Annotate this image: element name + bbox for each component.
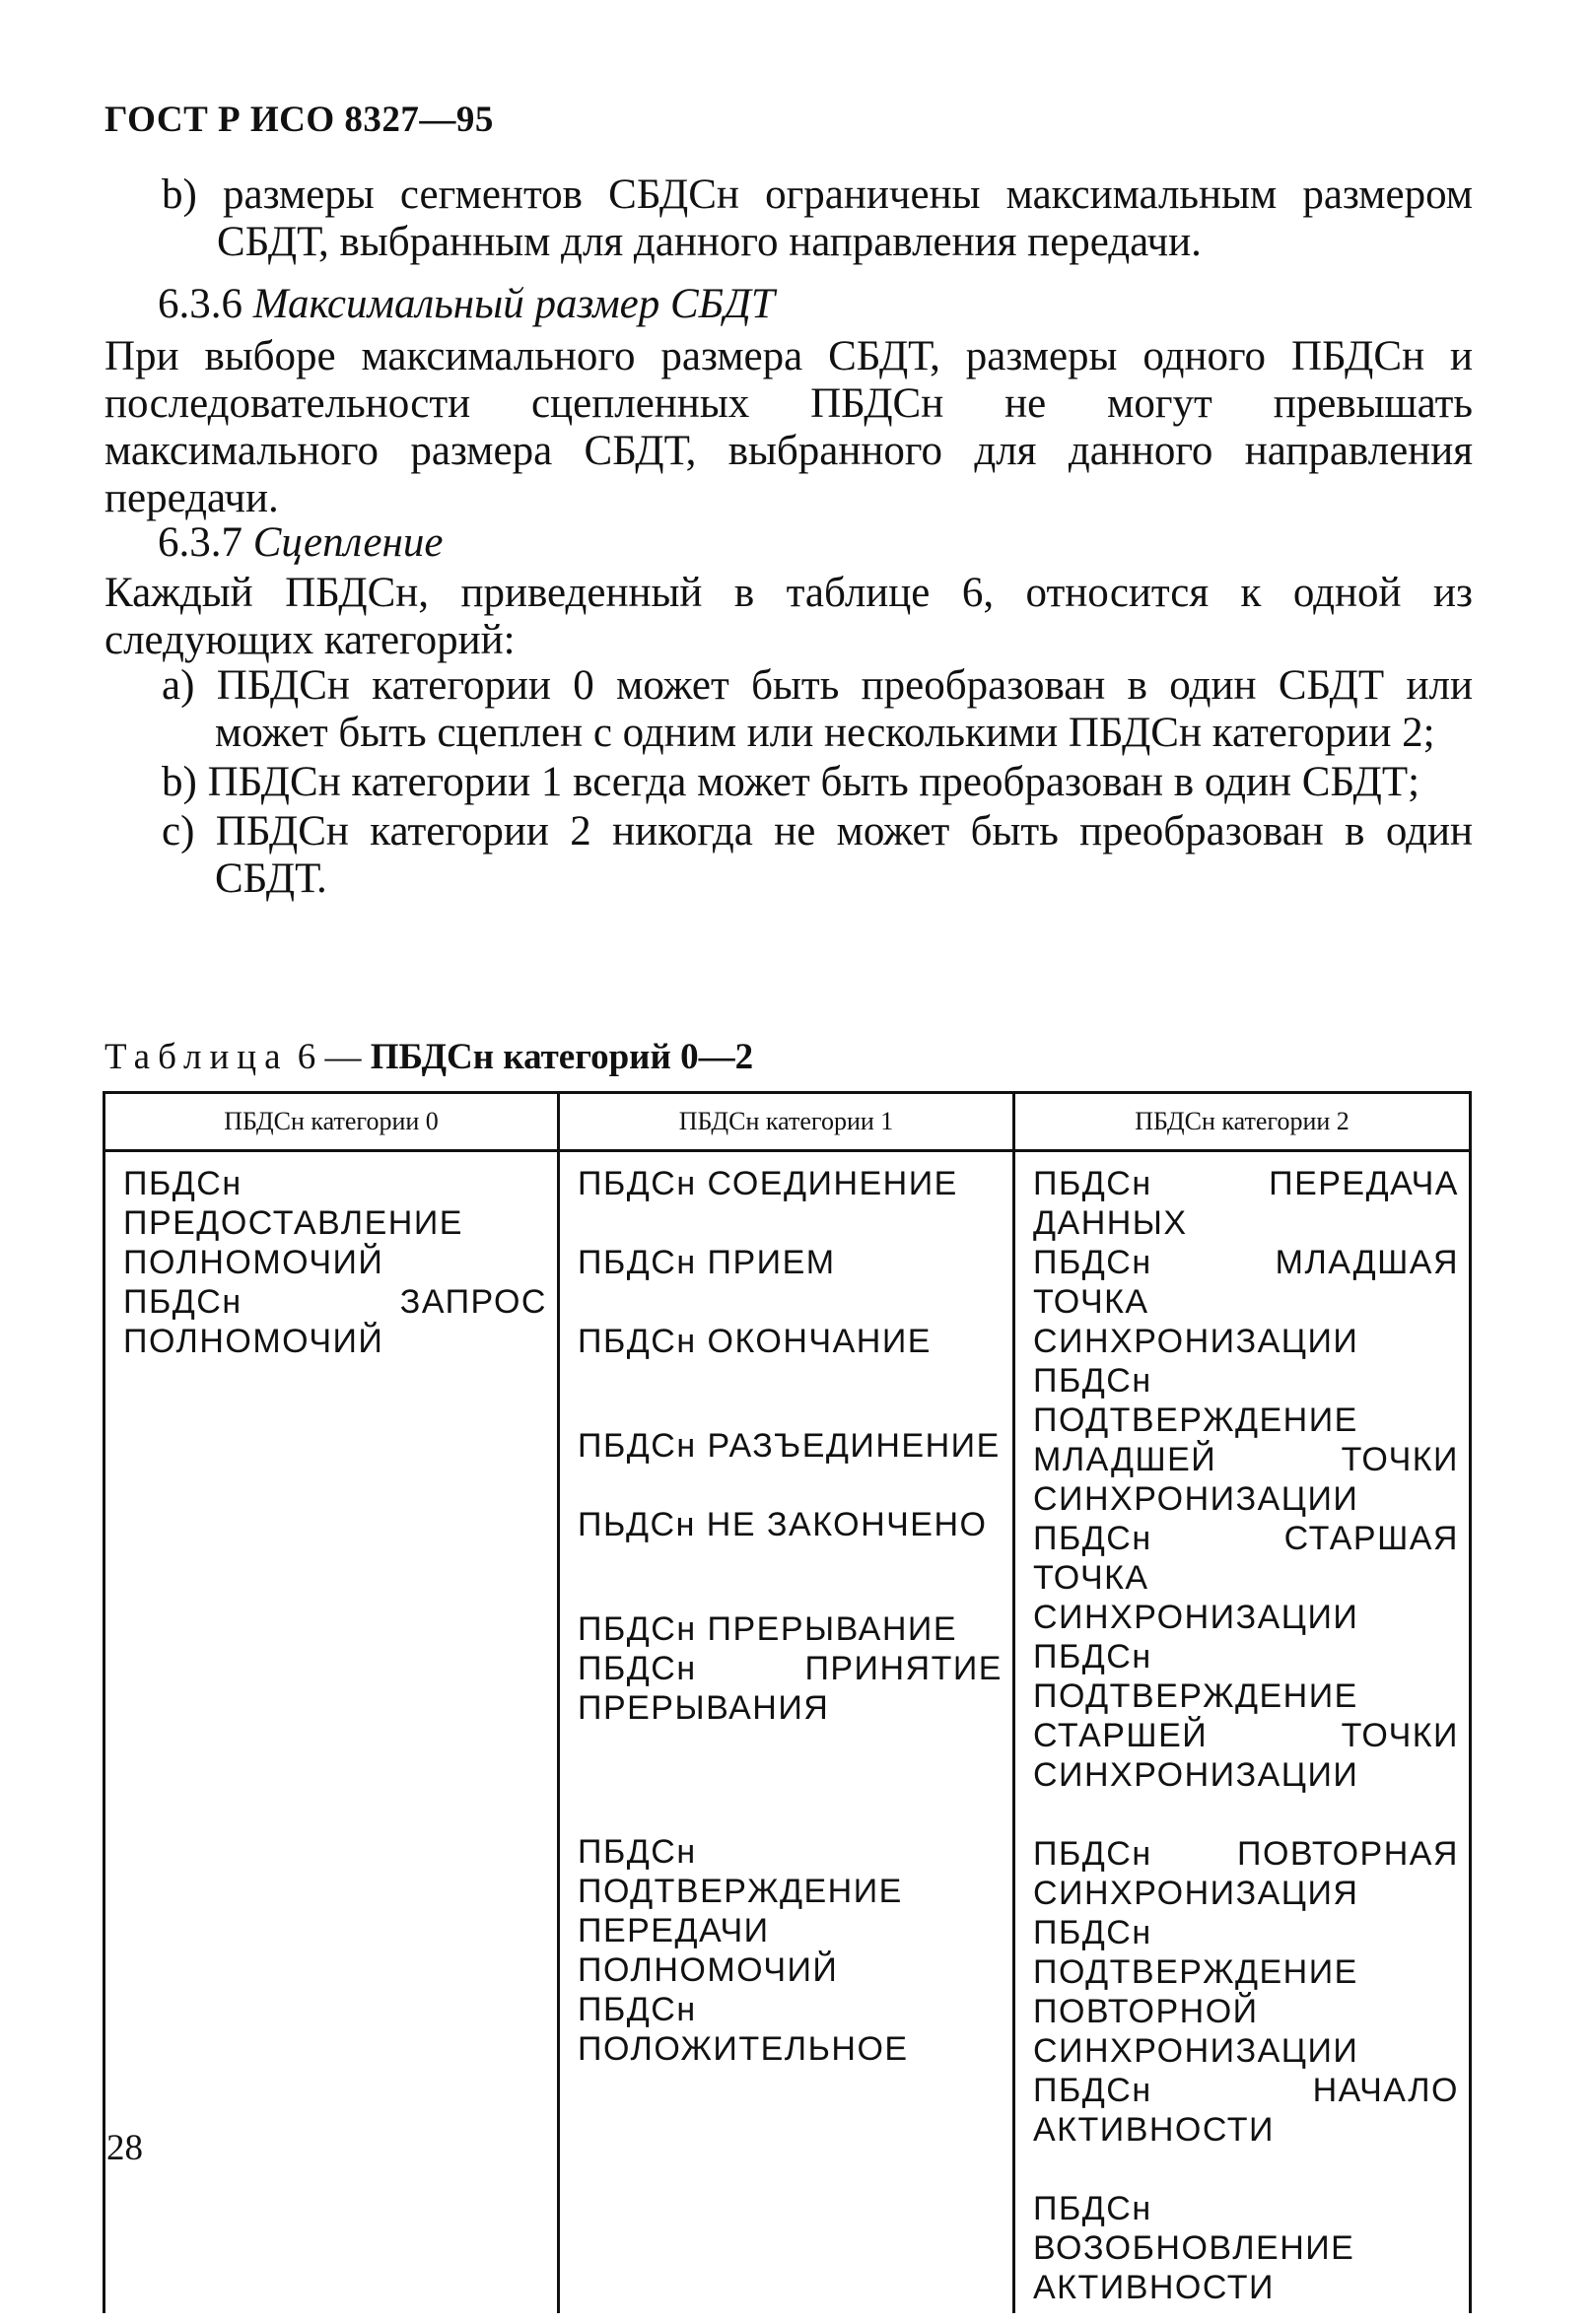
list-item-label: b)	[162, 171, 197, 218]
list-item-text: ПБДСн категории 2 никогда не может быть преобразован в один СБДТ.	[215, 808, 1473, 902]
table-cell-entry: ПБДСн ПРИЕМ	[578, 1244, 836, 1281]
list-item-b-intro	[104, 171, 1473, 266]
table-cell-entry: ПБДСн СОЕДИНЕНИЕ	[578, 1165, 958, 1202]
table-cell-entry: ПБДСн ПОВТОРНАЯ СИНХРОНИЗАЦИЯ	[1033, 1835, 1459, 1912]
table-caption-title: ПБДСн категорий 0—2	[370, 1037, 754, 1077]
section-6-3-7-paragraph	[104, 570, 1473, 664]
paragraph-text: При выборе максимального размера СБДТ, размеры одного ПБДСн и последовательности сцепленных ПБДСн не могут превышать максимального размера СБДТ, выбранного для данного направления передачи.	[104, 333, 1473, 521]
table-cell-entry: ПБДСн ПЕРЕДАЧА ДАННЫХ	[1033, 1165, 1459, 1242]
table-cell-entry: ПБДСн МЛАДШАЯ ТОЧКА СИНХРОНИЗАЦИИ	[1033, 1244, 1459, 1360]
table-row	[104, 1151, 1471, 2314]
section-6-3-7-heading	[104, 519, 1473, 567]
list-item-label: с)	[162, 808, 195, 854]
table-header-row	[104, 1093, 1471, 1151]
list-item-label: а)	[162, 662, 195, 709]
list-item-text: ПБДСн категории 0 может быть преобразован в один СБДТ или может быть сцеплен с одним или несколькими ПБДСн категории 2;	[215, 662, 1473, 756]
table-header-cell-category-2: ПБДСн категории 2	[1014, 1093, 1471, 1151]
text-block-item-b	[104, 171, 1473, 266]
section-title: Сцепление	[252, 519, 444, 566]
table-cell-entry: ПБДСн ПОЛОЖИТЕЛЬНОЕ	[578, 1991, 909, 2068]
category-list	[104, 662, 1473, 903]
section-title: Максимальный размер СБДТ	[252, 281, 775, 327]
table-cell-category-2	[1014, 1151, 1471, 2314]
table-cell-category-0	[104, 1151, 559, 2314]
list-item-text: размеры сегментов СБДСн ограничены максимальным размером СБДТ, выбранным для данного направления передачи.	[217, 171, 1473, 265]
table-cell-entry: ПБДСн ПОДТВЕРЖДЕНИЕ МЛАДШЕЙ ТОЧКИ СИНХРОНИЗАЦИИ	[1033, 1362, 1459, 1518]
table-header-cell-category-0: ПБДСн категории 0	[104, 1093, 559, 1151]
table-cell-entry: ПБДСн ПОДТВЕРЖДЕНИЕ ПЕРЕДАЧИ ПОЛНОМОЧИЙ	[578, 1833, 903, 1989]
table-cell-entry: ПБДСн ПРИНЯТИЕ ПРЕРЫВАНИЯ	[578, 1650, 1003, 1727]
table-cell-entry: ПБДСн ЗАПРОС ПОЛНОМОЧИЙ	[123, 1283, 547, 1360]
section-6-3-6-paragraph	[104, 333, 1473, 522]
table-caption-prefix: Таблица	[104, 1037, 289, 1077]
document-header-standard-id: ГОСТ Р ИСО 8327—95	[104, 100, 494, 140]
table-container	[103, 1091, 1469, 2313]
table-cell-entry: ПБДСн РАЗЪЕДИНЕНИЕ	[578, 1427, 1001, 1465]
table-cell-entry: ПБДСн ОКОНЧАНИЕ	[578, 1323, 932, 1360]
list-item	[104, 808, 1473, 903]
list-item	[104, 759, 1473, 806]
table-cell-entry: ПБДСн ПОДТВЕРЖДЕНИЕ ПОВТОРНОЙ СИНХРОНИЗАЦИИ	[1033, 1914, 1359, 2070]
table-cell-entry: ПБДСн ВОЗОБНОВЛЕНИЕ АКТИВНОСТИ	[1033, 2190, 1355, 2306]
table-cell-entry: ПБДСн ПРЕДОСТАВЛЕНИЕ ПОЛНОМОЧИЙ	[123, 1165, 463, 1281]
table-cell-category-1	[559, 1151, 1014, 2314]
table-header-cell-category-1: ПБДСн категории 1	[559, 1093, 1014, 1151]
pdu-categories-table	[103, 1091, 1472, 2313]
list-item	[104, 662, 1473, 757]
section-number: 6.3.7	[158, 519, 242, 566]
table-caption	[104, 1036, 753, 1078]
table-cell-entry: ПБДСн НАЧАЛО АКТИВНОСТИ	[1033, 2072, 1459, 2149]
table-cell-entry: ПБДСн ПОДТВЕРЖДЕНИЕ СТАРШЕЙ ТОЧКИ СИНХРОНИЗАЦИИ	[1033, 1638, 1459, 1794]
list-item-label: b)	[162, 759, 197, 805]
table-caption-number: 6 —	[297, 1037, 362, 1077]
table-cell-entry: ПБДСн ПРЕРЫВАНИЕ	[578, 1610, 958, 1648]
page-number: 28	[106, 2128, 143, 2168]
section-number: 6.3.6	[158, 281, 242, 327]
list-item-text: ПБДСн категории 1 всегда может быть преобразован в один СБДТ;	[207, 759, 1420, 805]
table-cell-entry: ПЬДСн НЕ ЗАКОНЧЕНО	[578, 1506, 988, 1543]
paragraph-text: Каждый ПБДСн, приведенный в таблице 6, относится к одной из следующих категорий:	[104, 570, 1473, 663]
section-6-3-6-heading	[104, 281, 1473, 328]
table-cell-entry: ПБДСн СТАРШАЯ ТОЧКА СИНХРОНИЗАЦИИ	[1033, 1520, 1459, 1636]
